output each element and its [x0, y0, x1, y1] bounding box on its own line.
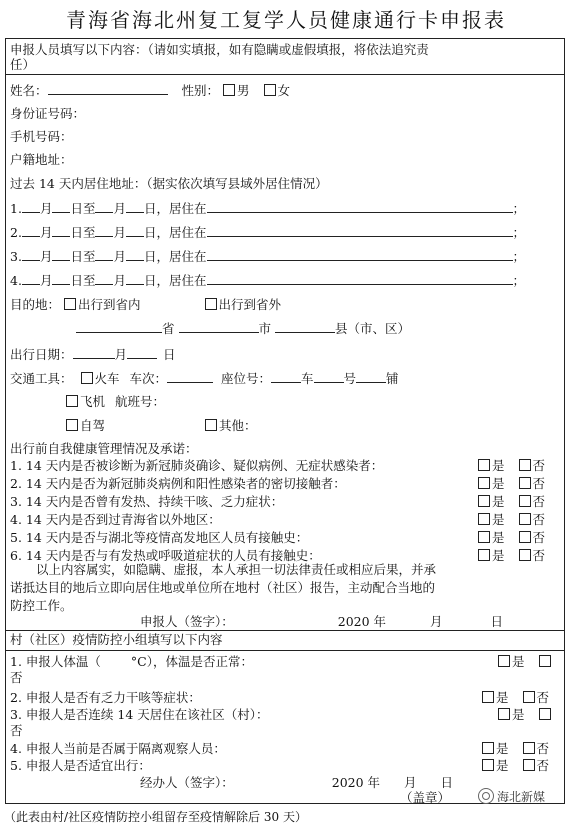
yes-label: 是	[496, 741, 509, 756]
yes-checkbox[interactable]	[498, 708, 510, 720]
reside-label: 日，居住在	[143, 249, 207, 264]
car-label: 车	[301, 371, 314, 386]
yes-option[interactable]	[478, 512, 505, 528]
wechat-icon	[478, 788, 494, 804]
gender-label: 性别：	[181, 83, 220, 98]
yes-option[interactable]	[482, 690, 509, 706]
applicant-sign-label: 申报人（签字）：	[140, 614, 234, 629]
to-month-field[interactable]	[95, 224, 113, 237]
s2-yes-no-options	[482, 690, 549, 706]
yes-option[interactable]	[482, 758, 509, 774]
no-checkbox[interactable]	[519, 531, 531, 543]
semicolon: ；	[512, 273, 526, 288]
row-number: 4.	[10, 273, 22, 288]
yes-checkbox[interactable]	[482, 742, 494, 754]
pledge-line-3: 防控工作。	[10, 598, 73, 613]
destination-label: 目的地：	[10, 297, 61, 312]
stamp-label: （盖章）	[400, 790, 451, 805]
from-month-field[interactable]	[22, 272, 40, 285]
destination-row	[10, 297, 281, 313]
name-row	[10, 82, 290, 99]
sign-year: 2020 年	[337, 614, 387, 629]
yes-option[interactable]	[498, 707, 525, 723]
section-divider	[5, 630, 565, 631]
row-number: 3.	[10, 249, 22, 264]
to-month-field[interactable]	[95, 200, 113, 213]
yes-checkbox[interactable]	[478, 477, 490, 489]
from-month-field[interactable]	[22, 200, 40, 213]
handler-day: 日	[440, 775, 454, 790]
no-label: 否	[536, 741, 550, 756]
seat-no-field[interactable]	[314, 370, 344, 383]
yes-label: 是	[512, 654, 525, 669]
month-label: 月	[113, 225, 126, 240]
no-label: 否	[532, 530, 546, 545]
s2-q1	[10, 654, 253, 670]
yes-option[interactable]	[482, 741, 509, 757]
divider	[5, 74, 565, 75]
depart-month-field[interactable]	[73, 346, 115, 359]
health-question: 2. 14 天内是否为新冠肺炎病例和阳性感染者的密切接触者：	[10, 476, 346, 491]
no-checkbox[interactable]	[523, 691, 535, 703]
seat-car-field[interactable]	[271, 370, 301, 383]
residence-row	[10, 224, 525, 241]
month-label: 月	[113, 249, 126, 264]
temperature-field[interactable]	[101, 654, 131, 666]
no-option[interactable]	[523, 741, 550, 757]
male-label: 男	[237, 83, 250, 98]
no-option[interactable]	[519, 494, 546, 510]
residence-row	[10, 200, 525, 217]
plane-option[interactable]	[66, 394, 165, 410]
from-day-field[interactable]	[52, 224, 70, 237]
no-option[interactable]	[519, 530, 546, 546]
yes-option[interactable]	[478, 476, 505, 492]
no-option[interactable]	[539, 654, 553, 670]
no-checkbox[interactable]	[539, 708, 551, 720]
depart-day-field[interactable]	[127, 346, 157, 359]
no-option[interactable]	[539, 707, 553, 723]
to-label: 日至	[70, 273, 96, 288]
no-checkbox[interactable]	[519, 495, 531, 507]
transport-label: 交通工具：	[10, 371, 73, 386]
dest-out-checkbox[interactable]	[205, 298, 217, 310]
handler-year: 2020 年	[331, 775, 381, 790]
pledge-line-2: 诺抵达目的地后立即向居住地或单位所在地村（社区）报告，主动配合当地的	[10, 580, 436, 595]
train-number-field[interactable]	[167, 370, 213, 383]
gender-female-option[interactable]	[264, 83, 291, 99]
to-label: 日至	[70, 201, 96, 216]
yes-checkbox[interactable]	[478, 459, 490, 471]
to-label: 日至	[70, 249, 96, 264]
self-drive-checkbox[interactable]	[66, 419, 78, 431]
yes-no-options	[478, 476, 545, 492]
from-day-field[interactable]	[52, 272, 70, 285]
temp-label: 1. 申报人体温（	[10, 654, 101, 669]
yes-option[interactable]	[498, 654, 525, 670]
no-label: 否	[532, 458, 546, 473]
train-option[interactable]	[81, 371, 120, 387]
yes-no-options	[478, 548, 545, 564]
no-checkbox[interactable]	[519, 459, 531, 471]
yes-checkbox[interactable]	[482, 759, 494, 771]
health-question: 5. 14 天内是否与湖北等疫情高发地区人员有接触史：	[10, 530, 309, 545]
no-label: 否	[532, 548, 546, 563]
no-option[interactable]	[519, 548, 546, 564]
other-checkbox[interactable]	[205, 419, 217, 431]
s2-yes-no-options	[482, 741, 549, 757]
to-day-field[interactable]	[126, 272, 144, 285]
county-label: 县（市、区）	[335, 321, 411, 336]
handler-sign-row	[140, 775, 453, 791]
past14-label: 过去 14 天内居住地址：（据实依次填写县域外居住情况）	[10, 176, 328, 191]
transport-row	[10, 370, 399, 387]
yes-checkbox[interactable]	[478, 549, 490, 561]
s2-yes-no-options	[498, 707, 553, 723]
yes-label: 是	[512, 707, 525, 722]
hukou-label[interactable]: 户籍地址：	[10, 152, 73, 167]
from-day-field[interactable]	[52, 200, 70, 213]
section1-header-cont: 任）	[10, 57, 36, 72]
no-checkbox[interactable]	[519, 513, 531, 525]
yes-label: 是	[492, 494, 505, 509]
yes-label: 是	[496, 690, 509, 705]
to-day-field[interactable]	[126, 224, 144, 237]
from-month-field[interactable]	[22, 248, 40, 261]
city-label: 市	[258, 321, 272, 336]
female-label: 女	[277, 83, 291, 98]
month-label: 月	[113, 273, 126, 288]
yes-label: 是	[496, 758, 509, 773]
flight-label: 航班号：	[115, 394, 166, 409]
semicolon: ；	[512, 225, 526, 240]
health-question: 4. 14 天内是否到过青海省以外地区：	[10, 512, 221, 527]
other-label: 其他：	[219, 418, 257, 433]
no-checkbox[interactable]	[519, 477, 531, 489]
s2-yes-no-options	[482, 758, 549, 774]
no-label: 否	[536, 690, 550, 705]
residence-address-field[interactable]	[207, 248, 513, 261]
name-label: 姓名：	[10, 83, 48, 98]
divider	[5, 650, 565, 651]
pledge-line-1: 以上内容属实，如隐瞒、虚报，本人承担一切法律责任或相应后果，并承	[36, 562, 437, 577]
residence-address-field[interactable]	[207, 200, 513, 213]
yes-option[interactable]	[478, 548, 505, 564]
handler-sign-label: 经办人（签字）：	[140, 775, 234, 790]
yes-label: 是	[492, 458, 505, 473]
yes-checkbox[interactable]	[478, 531, 490, 543]
sign-month: 月	[430, 614, 443, 629]
from-day-field[interactable]	[52, 248, 70, 261]
temp-normal-label: °C），体温是否正常：	[130, 654, 253, 669]
yes-option[interactable]	[478, 458, 505, 474]
reside-label: 日，居住在	[143, 273, 207, 288]
no-checkbox[interactable]	[523, 759, 535, 771]
no-option[interactable]	[519, 476, 546, 492]
name-field[interactable]	[48, 82, 168, 95]
no-checkbox[interactable]	[523, 742, 535, 754]
sign-day: 日	[490, 614, 504, 629]
departure-row	[10, 346, 176, 363]
watermark-text: 海北新媒	[497, 790, 546, 804]
dest-in-label: 出行到省内	[78, 297, 141, 312]
s2-yes-no-options	[498, 654, 553, 670]
train-number-label: 车次：	[129, 371, 168, 386]
county-field[interactable]	[275, 320, 335, 333]
residence-address-field[interactable]	[207, 224, 513, 237]
day-label: 日	[163, 347, 176, 362]
no-label: 否	[532, 476, 546, 491]
semicolon: ；	[512, 249, 526, 264]
month-label: 月	[113, 201, 126, 216]
yes-label: 是	[492, 530, 505, 545]
other-option[interactable]	[205, 418, 257, 434]
to-month-field[interactable]	[95, 248, 113, 261]
health-question: 6. 14 天内是否与有发热或呼吸道症状的人员有接触史：	[10, 548, 321, 563]
row-number: 2.	[10, 225, 22, 240]
section2-header: 村（社区）疫情防控小组填写以下内容	[10, 632, 223, 647]
phone-label[interactable]: 手机号码：	[10, 129, 73, 144]
province-field[interactable]	[76, 320, 162, 333]
month-label: 月	[114, 347, 128, 362]
dest-out-option[interactable]	[205, 297, 282, 313]
residence-row	[10, 272, 525, 289]
row-number: 1.	[10, 201, 22, 216]
dest-in-option[interactable]	[64, 297, 141, 313]
s2-q1-no-wrap: 否	[10, 670, 23, 685]
yes-checkbox[interactable]	[478, 495, 490, 507]
berth-label: 铺	[386, 371, 399, 386]
male-checkbox[interactable]	[223, 84, 235, 96]
no-checkbox[interactable]	[519, 549, 531, 561]
yes-label: 是	[492, 512, 505, 527]
no-checkbox[interactable]	[539, 655, 551, 667]
dest-out-label: 出行到省外	[218, 297, 282, 312]
s2-q5: 5. 申报人是否适宜出行：	[10, 758, 151, 773]
health-question: 1. 14 天内是否被诊断为新冠肺炎确诊、疑似病例、无症状感染者：	[10, 458, 384, 473]
yes-label: 是	[492, 548, 505, 563]
yes-no-options	[478, 512, 545, 528]
form-title: 青海省海北州复工复学人员健康通行卡申报表	[66, 8, 506, 32]
plane-checkbox[interactable]	[66, 395, 78, 407]
yes-checkbox[interactable]	[498, 655, 510, 667]
self-drive-option[interactable]	[66, 418, 105, 434]
health-question: 3. 14 天内是否曾有发热、持续干咳、乏力症状：	[10, 494, 284, 509]
gender-male-option[interactable]	[223, 83, 250, 99]
yes-option[interactable]	[478, 530, 505, 546]
applicant-sign-row	[140, 614, 503, 630]
month-label: 月	[39, 273, 53, 288]
residence-row	[10, 248, 525, 265]
city-field[interactable]	[179, 320, 259, 333]
no-option[interactable]	[519, 512, 546, 528]
yes-no-options	[478, 530, 545, 546]
to-day-field[interactable]	[126, 200, 144, 213]
s2-q3: 3. 申报人是否连续 14 天居住在该社区（村）：	[10, 707, 269, 722]
dest-in-checkbox[interactable]	[64, 298, 76, 310]
s2-q4: 4. 申报人当前是否属于隔离观察人员：	[10, 741, 226, 756]
province-label: 省	[162, 321, 175, 336]
residence-address-field[interactable]	[207, 272, 513, 285]
female-checkbox[interactable]	[264, 84, 276, 96]
to-day-field[interactable]	[126, 248, 144, 261]
train-checkbox[interactable]	[81, 372, 93, 384]
from-month-field[interactable]	[22, 224, 40, 237]
no-label: 否	[532, 512, 546, 527]
s2-q2: 2. 申报人是否有乏力干咳等症状：	[10, 690, 201, 705]
month-label: 月	[39, 249, 53, 264]
yes-no-options	[478, 494, 545, 510]
semicolon: ；	[512, 201, 526, 216]
self-drive-label: 自驾	[80, 418, 106, 433]
departure-label: 出行日期：	[10, 347, 73, 362]
yes-checkbox[interactable]	[478, 513, 490, 525]
seat-no-label: 号	[343, 371, 357, 386]
reside-label: 日，居住在	[143, 225, 207, 240]
yes-no-options	[478, 458, 545, 474]
health-title: 出行前自我健康管理情况及承诺：	[10, 441, 198, 456]
plane-label: 飞机	[80, 394, 106, 409]
no-label: 否	[532, 494, 546, 509]
s2-q3-no-wrap: 否	[10, 723, 23, 738]
footer-note: （此表由村/社区疫情防控小组留存至疫情解除后 30 天）	[4, 810, 307, 824]
no-option[interactable]	[519, 458, 546, 474]
no-label: 否	[536, 758, 550, 773]
no-option[interactable]	[523, 758, 550, 774]
yes-label: 是	[492, 476, 505, 491]
to-label: 日至	[70, 225, 96, 240]
to-month-field[interactable]	[95, 272, 113, 285]
self-drive-row	[66, 418, 257, 434]
id-label[interactable]: 身份证号码：	[10, 106, 86, 121]
berth-field[interactable]	[356, 370, 386, 383]
train-label: 火车	[94, 371, 120, 386]
month-label: 月	[39, 201, 53, 216]
watermark	[478, 788, 545, 805]
yes-option[interactable]	[478, 494, 505, 510]
month-label: 月	[39, 225, 53, 240]
section1-header: 申报人员填写以下内容：（请如实填报，如有隐瞒或虚假填报，将依法追究责	[10, 42, 429, 57]
no-option[interactable]	[523, 690, 550, 706]
destination-address-row	[76, 320, 410, 337]
seat-label: 座位号：	[221, 371, 272, 386]
reside-label: 日，居住在	[143, 201, 207, 216]
yes-checkbox[interactable]	[482, 691, 494, 703]
handler-month: 月	[404, 775, 417, 790]
